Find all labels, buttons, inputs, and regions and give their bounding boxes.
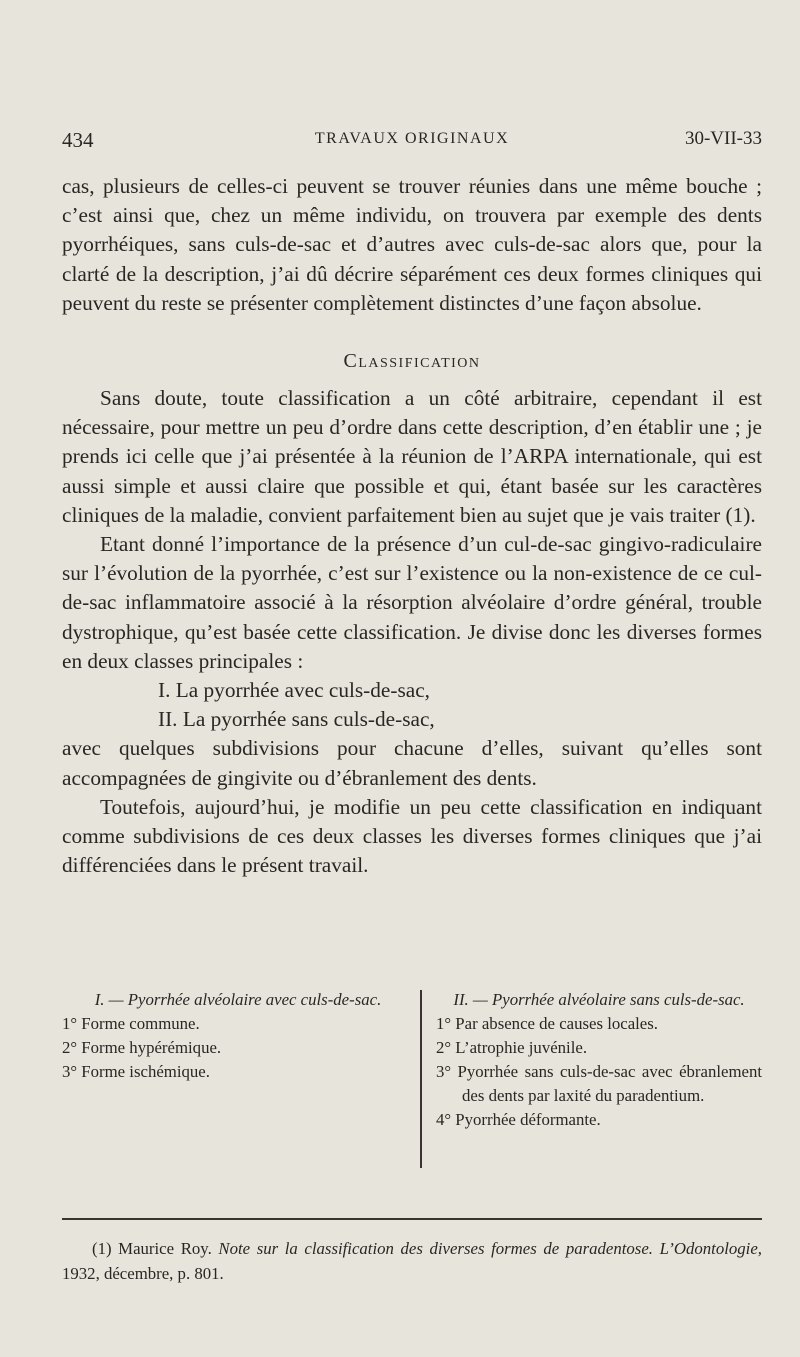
footnote-details: 1932, décembre, p. 801. <box>62 1264 224 1283</box>
classification-columns <box>62 988 762 1174</box>
list-item: 2° L’atrophie juvénile. <box>436 1038 588 1057</box>
paragraph: cas, plusieurs de celles-ci peuvent se trouver réunies dans une même bouche ; c’est ainsi que, chez un même individu, on trouvera par exemple des dents pyorrhéiques, sans culs-de-sac et d’autres avec culs-de-sac alors que, pour la clarté de la description, j’ai dû décrire séparément ces deux formes cliniques qui peuvent du reste se présenter complètement distinctes d’une façon absolue. <box>62 174 762 315</box>
footnote-title: Note sur la classification des diverses formes de paradentose. <box>218 1239 653 1258</box>
classification-item-2: II. La pyorrhée sans culs-de-sac, <box>158 707 435 732</box>
footnote-journal: L’Odontologie, <box>659 1239 762 1258</box>
left-column <box>62 988 414 1084</box>
left-column-title: I. — Pyorrhée alvéolaire avec culs-de-sac. <box>94 990 382 1009</box>
classification-item-1: I. La pyorrhée avec culs-de-sac, <box>158 678 430 703</box>
right-column <box>436 988 762 1132</box>
body-text <box>62 172 762 880</box>
footnote-marker: (1) Maurice Roy. <box>92 1239 212 1258</box>
section-heading: Classification <box>343 350 481 373</box>
issue-date: 30-VII-33 <box>684 128 762 149</box>
list-item: 1° Forme commune. <box>62 1014 200 1033</box>
running-title: TRAVAUX ORIGINAUX <box>314 130 510 147</box>
footnote-divider <box>62 1218 762 1220</box>
running-head <box>62 128 762 156</box>
paragraph: Toutefois, aujourd’hui, je modifie un peu cette classification en indiquant comme subdivisions de ces deux classes les diverses formes cliniques que j’ai différenciées dans le présent travail. <box>62 794 762 878</box>
footnote <box>62 1236 762 1286</box>
list-item: 2° Forme hypérémique. <box>62 1038 222 1057</box>
list-item: 1° Par absence de causes locales. <box>436 1014 658 1033</box>
column-divider <box>420 990 422 1168</box>
list-item: 3° Forme ischémique. <box>62 1062 210 1081</box>
list-item: 4° Pyorrhée déformante. <box>436 1110 601 1129</box>
paragraph: avec quelques subdivisions pour chacune d’elles, suivant qu’elles sont accompagnées de gingivite ou d’ébranlement des dents. <box>62 736 762 790</box>
paragraph: Etant donné l’importance de la présence d’un cul-de-sac gingivo-radiculaire sur l’évolution de la pyorrhée, c’est sur l’existence ou la non-existence de ce cul-de-sac inflammatoire associé à la résorption alvéolaire d’ordre général, trouble dystrophique, qu’est basée cette classification. Je divise donc les diverses formes en deux classes principales : <box>62 532 762 673</box>
right-column-title: II. — Pyorrhée alvéolaire sans culs-de-sac. <box>453 990 745 1009</box>
page-number: 434 <box>62 128 94 152</box>
paragraph: Sans doute, toute classification a un côté arbitraire, cependant il est nécessaire, pour mettre un peu d’ordre dans cette description, d’en établir une ; je prends ici celle que j’ai présentée à la réunion de l’ARPA internationale, qui est aussi simple et aussi claire que possible et qui, étant basée sur les caractères cliniques de la maladie, convient parfaitement bien au sujet que je vais traiter (1). <box>62 386 762 527</box>
list-item: 3° Pyorrhée sans culs-de-sac avec ébranlement des dents par laxité du paradentium. <box>436 1062 762 1105</box>
